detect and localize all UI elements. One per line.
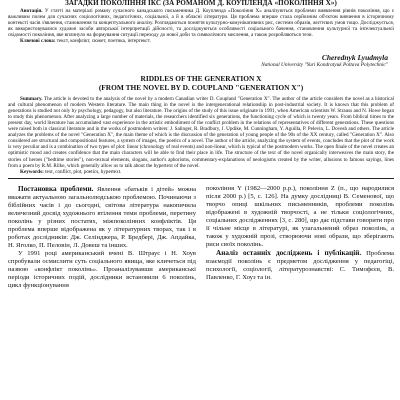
left-column [8, 185, 196, 290]
ua-keywords-text: текст, конфлікт, сюжет, поетика, інтертекст. [56, 38, 151, 45]
ukrainian-keywords [8, 38, 394, 44]
english-title-line2: (FROM THE NOVEL BY D. COUPLAND "GENERATION X") [98, 82, 304, 92]
author-name: Cherednyk Lyudmyla [321, 52, 388, 62]
right-column [206, 185, 394, 290]
summary-label: Summary. [20, 95, 43, 102]
paper-page [8, 0, 394, 290]
paragraph-text: У 1991 році американський вчені В. Штраус і Н. Хоув спробували осмислити суть соціального явища, яке кличеться під назвою «конфлікт поколінь». Проаналізувавши американські періоди історичних подій, дослідники встановили 6 поколінь, цикл функціонування [8, 249, 196, 289]
ua-keywords-label: Ключові слова: [20, 38, 56, 45]
abstract-text: У статті на матеріалі роману сучасного канадського письменника Д. Коупленда «Покоління Х» аналізуються проблеми виявлення рівнів покоління, що є важливим полем для сучасних соціологічних, педагогічних, соціальної, а й в обласні літератури. Ця проблема вперше стала серйозним об'єктом вивчення в історичному контексті часів з'явлення, становлення та концептуального аналізу. Розглядаються поняття культурно-комунікативних рис, системи образів, життєвих умов тощо. Досліджується, як використовувалися художні засоби авторської інтерпретації дійсності, та досліджуються особливості соціального бачення, становлення культурної та інтелектуальної свідомості покоління, яке вплинуло на формування ситуації переходу до нової доби та символічного мислення, а також розробляються тези. [8, 8, 394, 39]
ukrainian-abstract [8, 8, 394, 38]
english-title-line1: RIDDLES OF THE GENERATION X [140, 73, 262, 83]
section-heading: Аналіз останніх досліджень і публікацій. [216, 248, 362, 257]
body-paragraph [8, 250, 196, 290]
summary-text: The article is devoted to the analysis of the novel by a modern Canadian writer D. Coupland "Generation X". The author of the article considers the novel as a historical and cultural phenomenon of modern Western literature. The main thing in the novel is the intergenerational relationship in post-industrial society. It is known that this problem of generations is studied not only by psychology, pedagogy, but also literature. The origins of the study of this issue originate in 1991, when American scientists W. Strauss and N. Howe began to study this phenomenon. After analyzing a large number of materials, the researchers identified six generations, the functioning cycle of which is twenty years. From biblical times to the present day, world literature has accumulated vast experience in the artistic embodiment of the conflict problem in the relations of representatives of different generations. These questions were raised both in classical literature and in the works of postmodern writers: J. Salinger, R. Bradbury, J. Updike, M. Cunningham, Y. Aguilla, P. Pelevin, L. Dovesh and others. The article analyzes the problems of the novel "Generation X", the main theme of which is the discussion of the generation of young people of the 90s of the XX century, called "Generation X". Also considered are structural and compositional features, a system of images, the poetics of a novel. The author of the article, analyzing the system of events, concludes that the plot of the work is very peculiar and is a combination of two types of plot: linear (chronology of real events) and non-linear, which is typical of the postmodern works. The open finale of the novel creates an optimistic mood and creates confidence that the main characters will be able to find their place in life. The structure of the text of the novel organically interweaves the main story, the stories of heroes ("bedtime stories"), non-textual elements, slogans, author's aphorisms, commentary-explanations of neologisms created by the writer, allusions to famous sayings, lines from a poem by R.M. Rilke, which generally allow us to talk about the hypertext of the novel. [8, 95, 395, 169]
paragraph-text: Явлення «батьків і дітей» можна вважати актуальною загальнолюдською проблемою. Починаючи з біблійних часів і до сьогодні, світова література накопичила величезний досвід художнього втілення теми проблеми, перетину поколінь у різних постатях, міжпоколінних конфліктів. Ця проблема вперше відображена як у літературних творах, так і в роботах дослідників: Дж. Селінджера, Р. Бредбері, Дж. Апдайка, Н. Яголко, П. Пеловін, Л. Довеш та інших. [8, 185, 196, 249]
en-keywords-text: text, conflict, plot, poetics, hypertext. [45, 168, 122, 175]
body-paragraph [206, 185, 394, 249]
en-keywords-label: Keywords: [20, 168, 44, 175]
paragraph-text: покоління Y (1982—2000 р.р.), покоління Z (п., що народилися після 2000 р.) [5, с. 126]. На думку дослідниці В. Семенової, що творчо опиці шкільних письменників, проблеми поколінь відображені в художній творчості, а не тільки соціологічних, соціальних дослідженнях [3, с. 280], що дає підстави говорити про її чільне місце в літературі, як узагальнений образ поколінь, а також у художній прозі, створюючи нові образи, що зберігають риси своїх поколінь. [206, 184, 394, 248]
ukrainian-title: ЗАГАДКИ ПОКОЛІННЯ ІКС (ЗА РОМАНОМ Д. КОУПЛЕНДА «ПОКОЛІННЯ Х») [65, 0, 337, 7]
author-affiliation: National University "Yuri Kondratyuk Poltava Polytechnic" [261, 61, 388, 68]
section-divider [8, 178, 394, 179]
body-columns [8, 185, 394, 290]
paragraph-text: Проблема взаємодії поколінь є предметом дослідження у педагогіці, психології, соціології, літературознавстві: С. Тимофєєв, В. Павленко, Г. Хоуз та ін. [206, 249, 394, 281]
body-paragraph [8, 185, 196, 250]
section-heading: Постановка проблеми. [18, 184, 94, 193]
body-paragraph [206, 249, 394, 282]
english-keywords [8, 169, 394, 175]
english-summary [8, 96, 394, 169]
abstract-label: Анотація. [20, 8, 43, 14]
